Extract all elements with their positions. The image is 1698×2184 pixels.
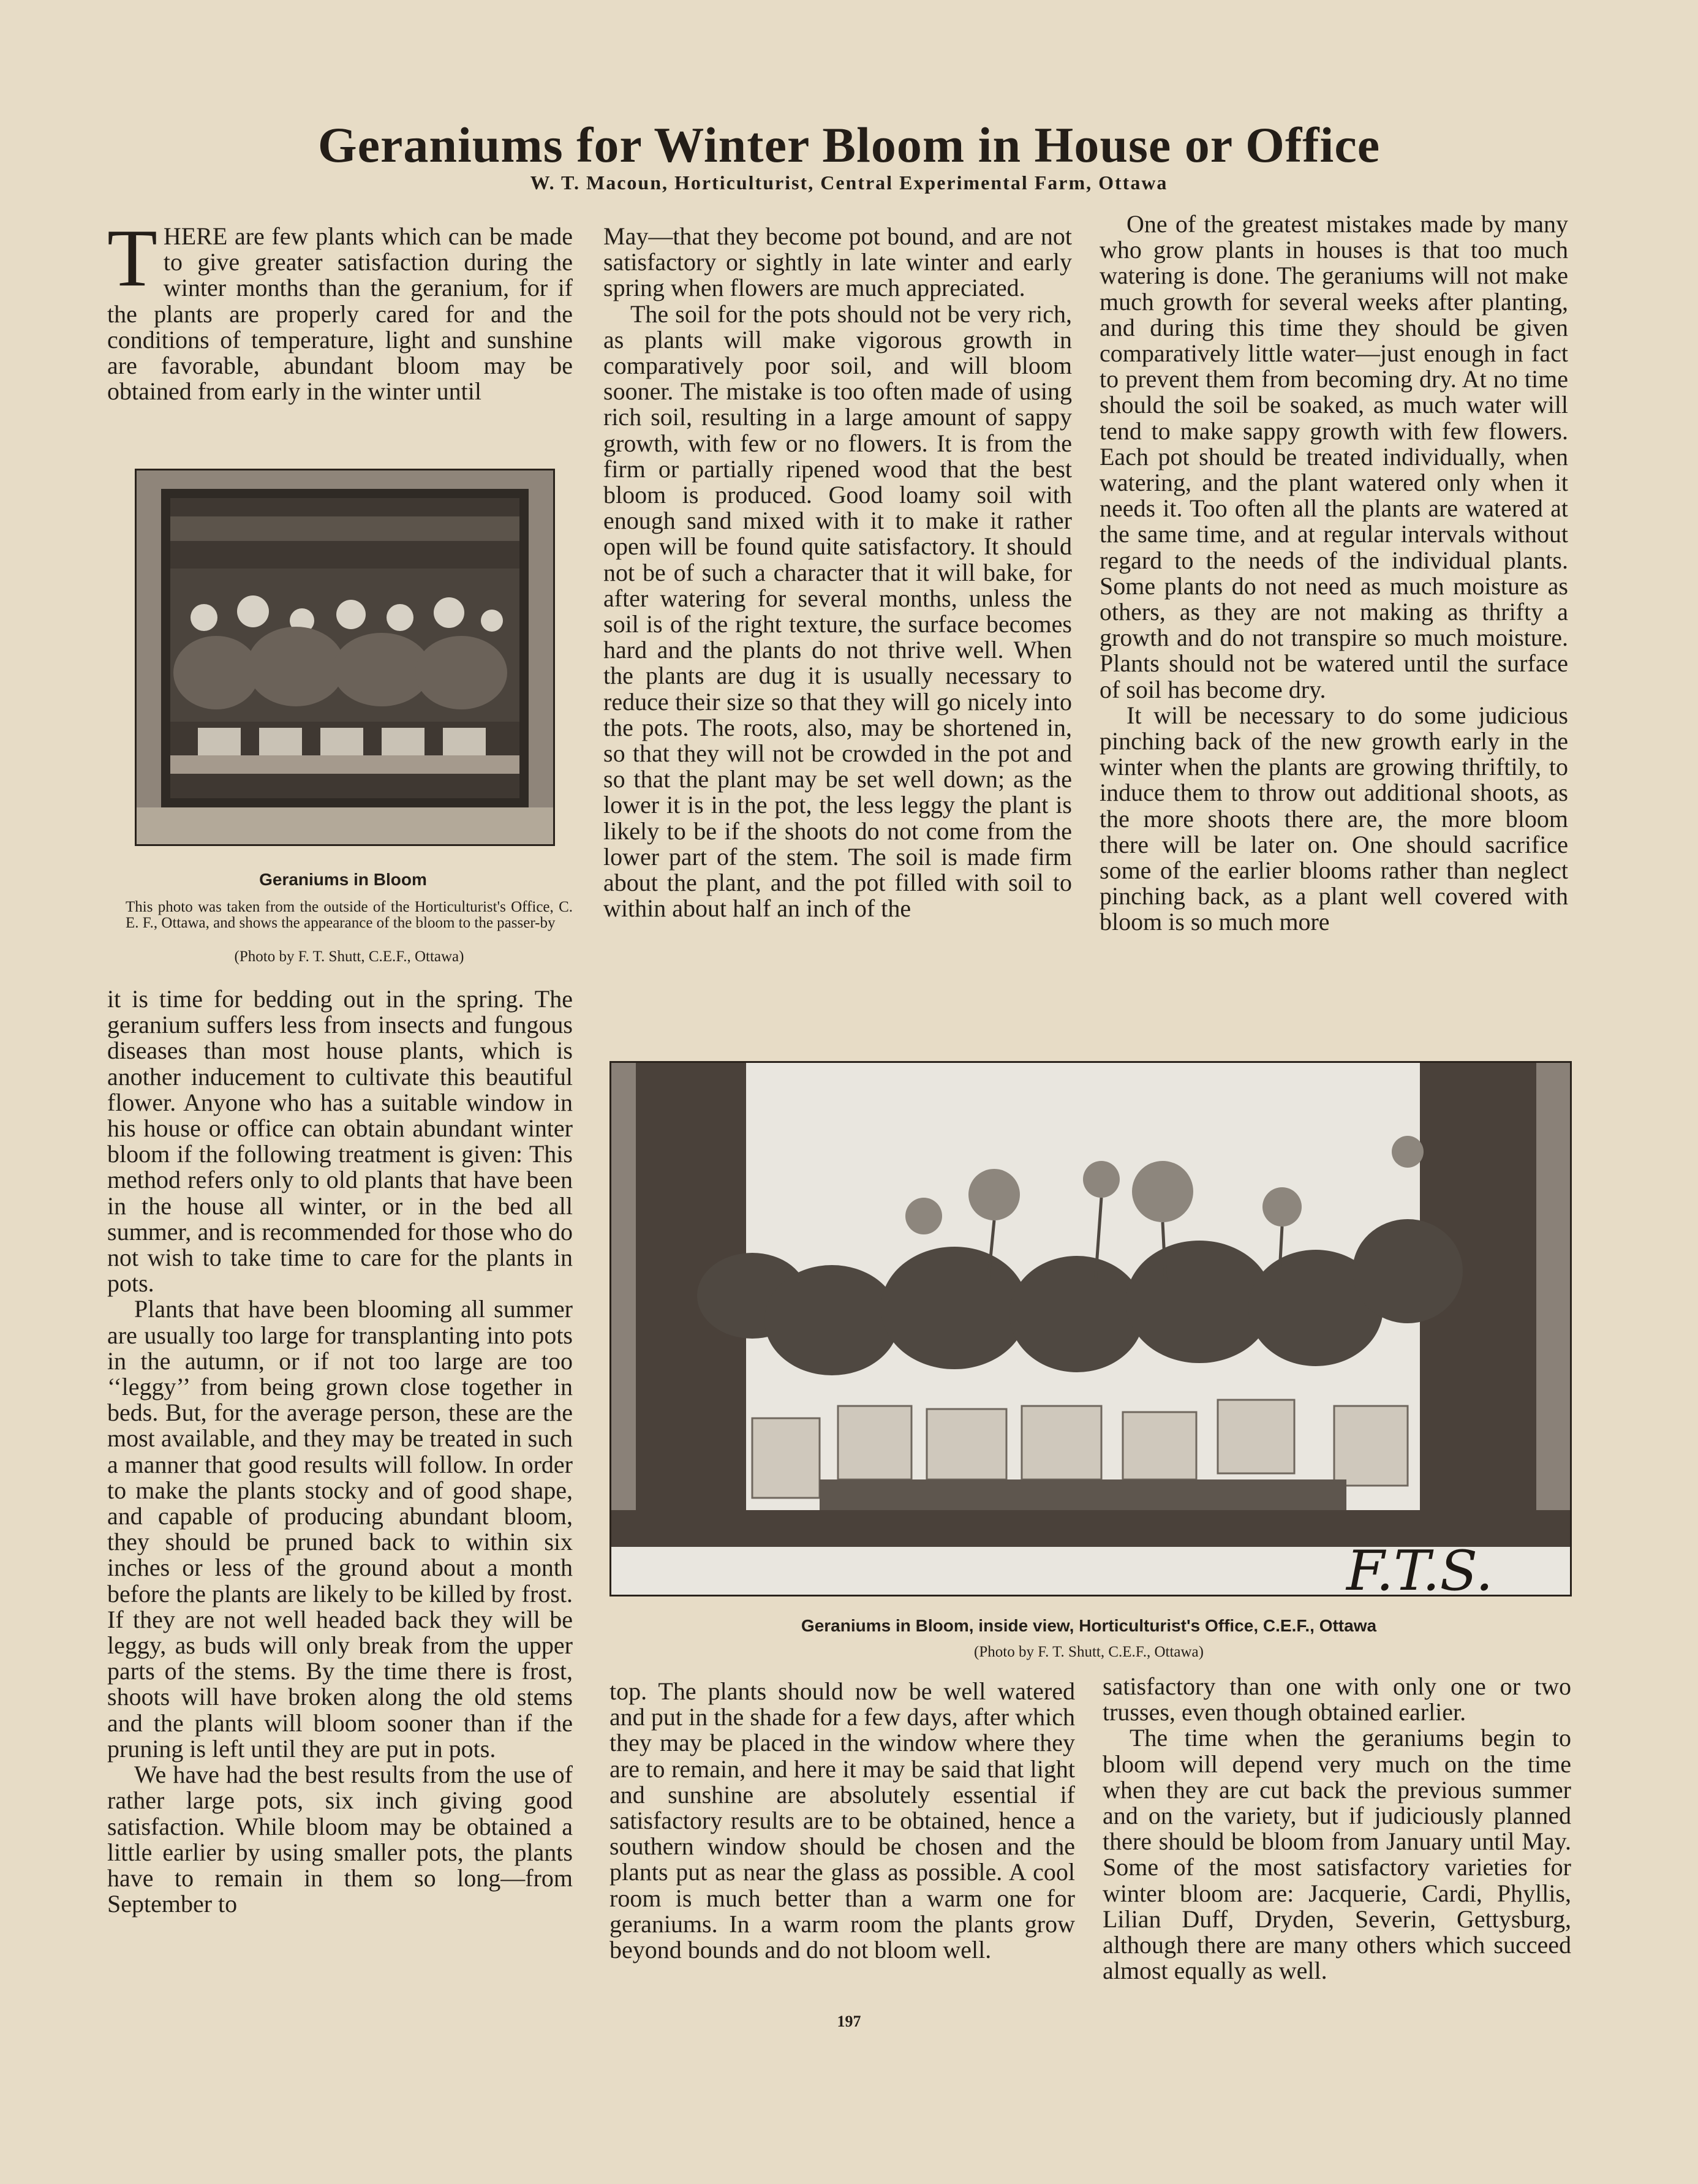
paragraph: We have had the best results from the use of rather large pots, six inch giving good satisfaction. While bloom may be obtained a little earlier by using smaller pots, the plants have to remain in them so long—from September to (107, 1761, 573, 1918)
figure-2-credit: (Photo by F. T. Shutt, C.E.F., Ottawa) (974, 1644, 1204, 1660)
column-3-bottom (1103, 1674, 1571, 1984)
paragraph: The time when the geraniums begin to bloom will depend very much on the time when they are cut back the previous summer and on the variety, but if judiciously planned there should be bloom from January until May. Some of the most satisfactory varieties for winter bloom are: Jacquerie, Cardi, Phyllis, Lilian Duff, Dryden, Severin, Gettysburg, although there are many others which succeed almost equally as well. (1103, 1724, 1571, 1985)
paragraph: The soil for the pots should not be very rich, as plants will make vigorous growth in comparatively poor soil, and will bloom sooner. The mistake is too often made of using rich soil, resulting in a large amount of sappy growth, with few or no flowers. It is from the firm or partially ripened wood that the best bloom is produced. Good loamy soil with enough sand mixed with it to make it rather open will be found quite satisfactory. It should not be of such a character that it will bake, for after watering for several months, unless the soil is of the right texture, the surface becomes hard and the plants do not thrive well. When the plants are dug it is usually necessary to reduce their size so that they will go nicely into the pots. The roots, also, may be shortened in, so that they will not be crowded in the pot and so that the plant may be set well down; as the lower it is in the pot, the less leggy the plant is likely to be if the shoots do not come from the lower part of the stem. The soil is made firm about the plant, and the pot filled with soil to within about half an inch of the (603, 300, 1072, 923)
figure-1-credit: (Photo by F. T. Shutt, C.E.F., Ottawa) (234, 948, 464, 965)
interior-window-photo (611, 1063, 1570, 1595)
column-1-body (107, 986, 573, 1917)
paragraph: satisfactory than one with only one or two trusses, even though obtained earlier. (1103, 1672, 1571, 1726)
figure-1-caption: This photo was taken from the outside of the Horticulturist's Office, C. E. F., Ottawa, and shows the appearance of the bloom to the passer-by (126, 899, 573, 931)
figure-1-title: Geraniums in Bloom (259, 870, 427, 889)
paragraph: Plants that have been blooming all summer are usually too large for transplanting into pots in the autumn, or if not too large are too ‘‘leggy’’ from being grown close together in beds. But, for the average person, these are the most available, and they may be treated in such a manner that good results will follow. In order to make the plants stocky and of good shape, and capable of producing abundant bloom, they should be pruned back to within six inches or less of the ground about a month before the plants are likely to be killed by frost. If they are not well headed back they will be leggy, as buds will only break from the upper parts of the stems. By the time there is frost, shoots will have broken along the old stems and the plants will bloom sooner than if the pruning is left until they are put in pots. (107, 1295, 573, 1763)
column-1-intro (107, 213, 573, 406)
paragraph: top. The plants should now be well watered and put in the shade for a few days, after which they may be placed in the window where they are to remain, and here it may be said that light and sunshine are absolutely essential if satisfactory results are to be obtained, hence a southern window should be chosen and the plants put as near the glass as possible. A cool room is much better than a warm one for geraniums. In a warm room the plants grow beyond bounds and do not bloom well. (609, 1677, 1075, 1964)
column-2-bottom (609, 1679, 1075, 1963)
column-2-top (603, 224, 1072, 921)
drop-cap: T (107, 213, 157, 303)
exterior-window-photo (137, 470, 553, 844)
article-byline: W. T. Macoun, Horticulturist, Central Experimental Farm, Ottawa (530, 172, 1168, 194)
article-title: Geraniums for Winter Bloom in House or Office (317, 117, 1381, 173)
paragraph: One of the greatest mistakes made by many who grow plants in houses is that too much watering is done. The geraniums will not make much growth for several weeks after planting, and during this time they should be given comparatively little water—just enough in fact to prevent them from becoming dry. At no time should the soil be soaked, as much water will tend to make sappy growth with few flowers. Each pot should be treated individually, when watering, and the plant watered only when it needs it. Too often all the plants are watered at the same time, and at regular intervals without regard to the needs of the individual plants. Some plants do not need as much moisture as others, as they are not making as thrifty a growth and do not transpire so much moisture. Plants should not be watered until the surface of soil has become dry. (1100, 210, 1568, 703)
intro-paragraph: HERE are few plants which can be made to give greater satisfaction during the winter months than the geranium, for if the plants are properly cared for and the conditions of temperature, light and sunshine are favorable, abundant bloom may be obtained from early in the winter until (107, 222, 573, 406)
column-3-top (1100, 211, 1568, 935)
photo-signature: F.T.S. (1346, 1539, 1493, 1595)
page-number: 197 (837, 2012, 861, 2030)
paragraph: it is time for bedding out in the spring. The geranium suffers less from insects and fungous diseases than most house plants, which is another inducement to cultivate this beautiful flower. Anyone who has a suitable window in his house or office can obtain abundant winter bloom if the following treatment is given: This method refers only to old plants that have been in the house all winter, or in the bed all summer, and is recommended for those who do not wish to take time to care for the plants in pots. (107, 985, 573, 1298)
paragraph: May—that they become pot bound, and are not satisfactory or sightly in late winter and early spring when flowers are much appreciated. (603, 222, 1072, 302)
figure-2-title: Geraniums in Bloom, inside view, Horticulturist's Office, C.E.F., Ottawa (801, 1616, 1377, 1635)
figure-1-photo (135, 469, 555, 846)
paragraph: It will be necessary to do some judicious pinching back of the new growth early in the winter when the plants are growing thriftily, to induce them to throw out additional shoots, as the more shoots there are, the more bloom there will be later on. One should sacrifice some of the earlier blooms rather than neglect pinching back, as a plant well covered with bloom is so much more (1100, 701, 1568, 936)
figure-2-photo (609, 1061, 1572, 1596)
